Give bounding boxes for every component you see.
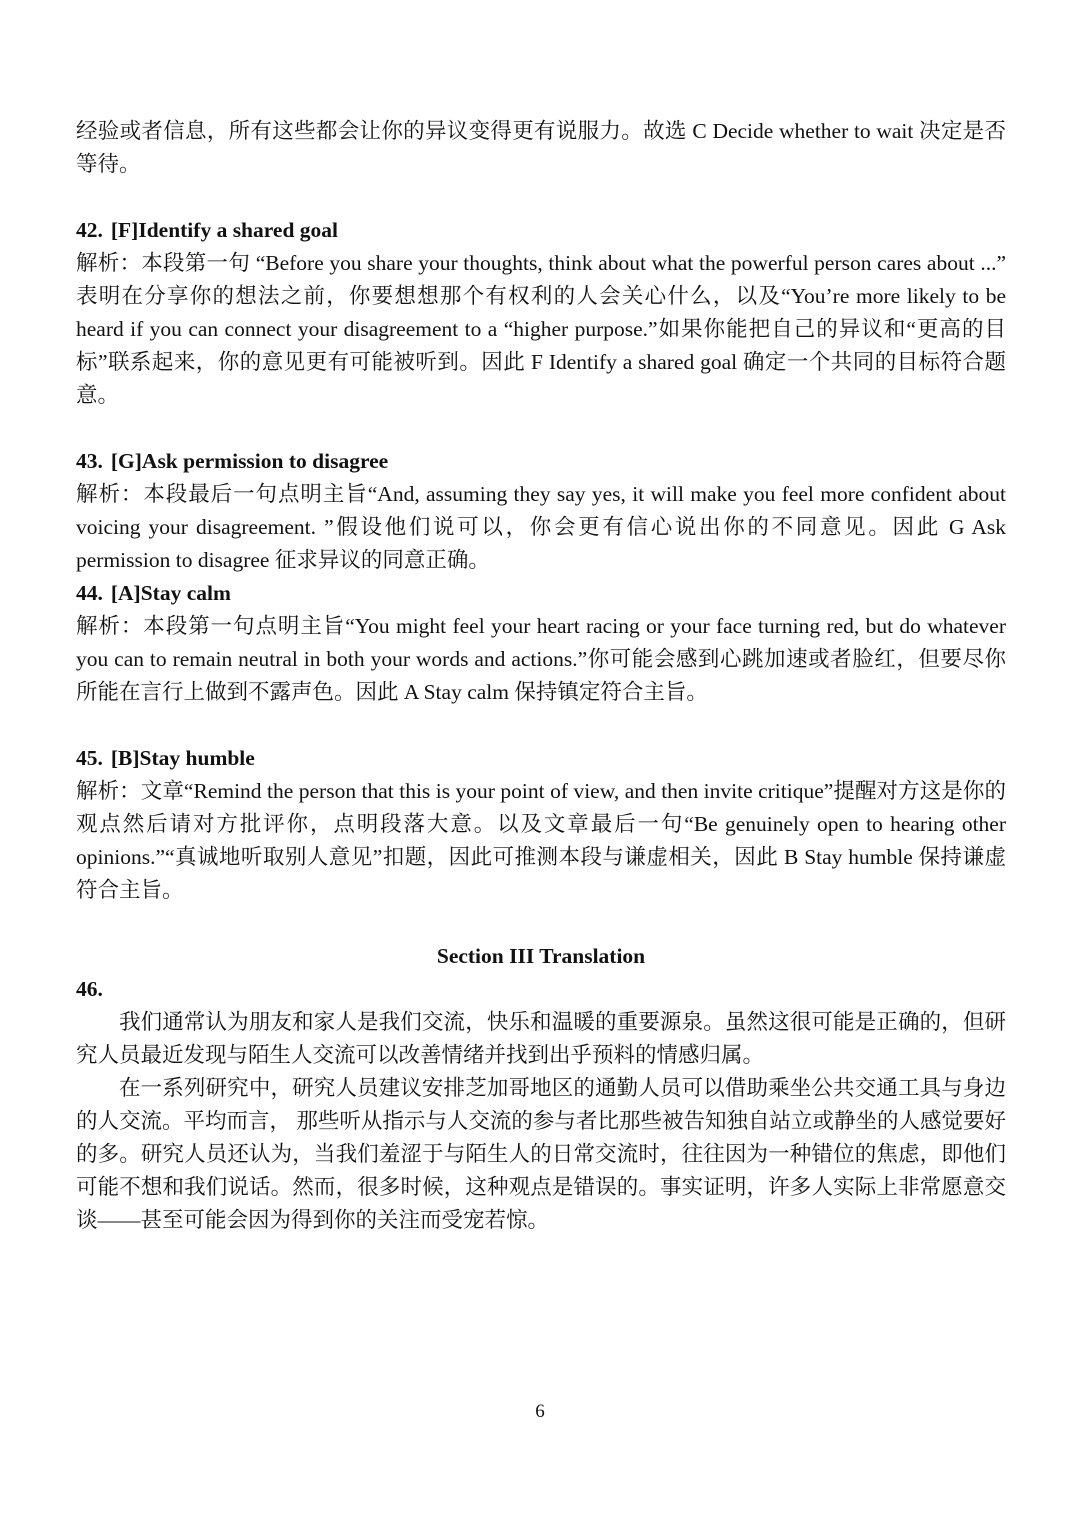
answer-block-43 bbox=[76, 445, 1006, 577]
answer-analysis: 解析：文章“Remind the person that this is your point of view, and then invite critique”提醒对方这是你的观点然后请对方批评你，点明段落大意。以及文章最后一句“Be genuinely open to hearing other opinions.”“真诚地听取别人意见”扣题，因此可推测本段与谦虚相关，因此 B Stay humble 保持谦虚符合主旨。 bbox=[76, 779, 1006, 902]
answer-number: 43. bbox=[76, 449, 103, 473]
answer-block-42 bbox=[76, 214, 1006, 412]
translation-paragraph: 在一系列研究中，研究人员建议安排芝加哥地区的通勤人员可以借助乘坐公共交通工具与身边的人交流。平均而言， 那些听从指示与人交流的参与者比那些被告知独自站立或静坐的人感觉要好的多。研究人员还认为，当我们羞涩于与陌生人的日常交流时，往往因为一种错位的焦虑，即他们可能不想和我们说话。然而，很多时候，这种观点是错误的。事实证明，许多人实际上非常愿意交谈——甚至可能会因为得到你的关注而受宠若惊。 bbox=[76, 1076, 1006, 1232]
answer-label: [F]Identify a shared goal bbox=[110, 218, 339, 242]
translation-section bbox=[76, 940, 1006, 1237]
page-content bbox=[76, 115, 1006, 1237]
answer-block-45 bbox=[76, 742, 1006, 907]
answer-number: 45. bbox=[76, 746, 103, 770]
answer-analysis: 解析：本段第一句点明主旨“You might feel your heart racing or your face turning red, but do whatever you can to remain neutral in both your words and actions.”你可能会感到心跳加速或者脸红，但要尽你所能在言行上做到不露声色。因此 A Stay calm 保持镇定符合主旨。 bbox=[76, 614, 1006, 704]
translation-paragraph: 我们通常认为朋友和家人是我们交流，快乐和温暖的重要源泉。虽然这很可能是正确的，但研究人员最近发现与陌生人交流可以改善情绪并找到出乎预料的情感归属。 bbox=[76, 1010, 1006, 1067]
answer-label: [A]Stay calm bbox=[110, 581, 231, 605]
section-title: Section III Translation bbox=[436, 944, 646, 968]
answer-label: [G]Ask permission to disagree bbox=[110, 449, 389, 473]
answer-heading bbox=[76, 214, 1006, 247]
answer-number: 44. bbox=[76, 581, 103, 605]
answer-number: 42. bbox=[76, 218, 103, 242]
answer-block-44 bbox=[76, 577, 1006, 709]
answer-analysis: 解析：本段第一句 “Before you share your thoughts, think about what the powerful person cares about ...” 表明在分享你的想法之前，你要想想那个有权利的人会关心什么，以及“You’re more likely to be heard if you can connect your disagreement to a “higher purpose.”如果你能把自己的异议和“更高的目标”联系起来，你的意见更有可能被听到。因此 F Identify a shared goal 确定一个共同的目标符合题意。 bbox=[76, 251, 1006, 407]
answer-analysis: 解析：本段最后一句点明主旨“And, assuming they say yes, it will make you feel more confident about voicing your disagreement. ”假设他们说可以，你会更有信心说出你的不同意见。因此 G Ask permission to disagree 征求异议的同意正确。 bbox=[76, 482, 1006, 572]
answer-label: [B]Stay humble bbox=[110, 746, 255, 770]
answer-heading bbox=[76, 577, 1006, 610]
answer-heading bbox=[76, 445, 1006, 478]
question-number: 46. bbox=[76, 977, 103, 1001]
answer-heading bbox=[76, 742, 1006, 775]
page-number: 6 bbox=[535, 1401, 545, 1422]
intro-paragraph: 经验或者信息，所有这些都会让你的异议变得更有说服力。故选 C Decide whether to wait 决定是否等待。 bbox=[76, 119, 1006, 176]
